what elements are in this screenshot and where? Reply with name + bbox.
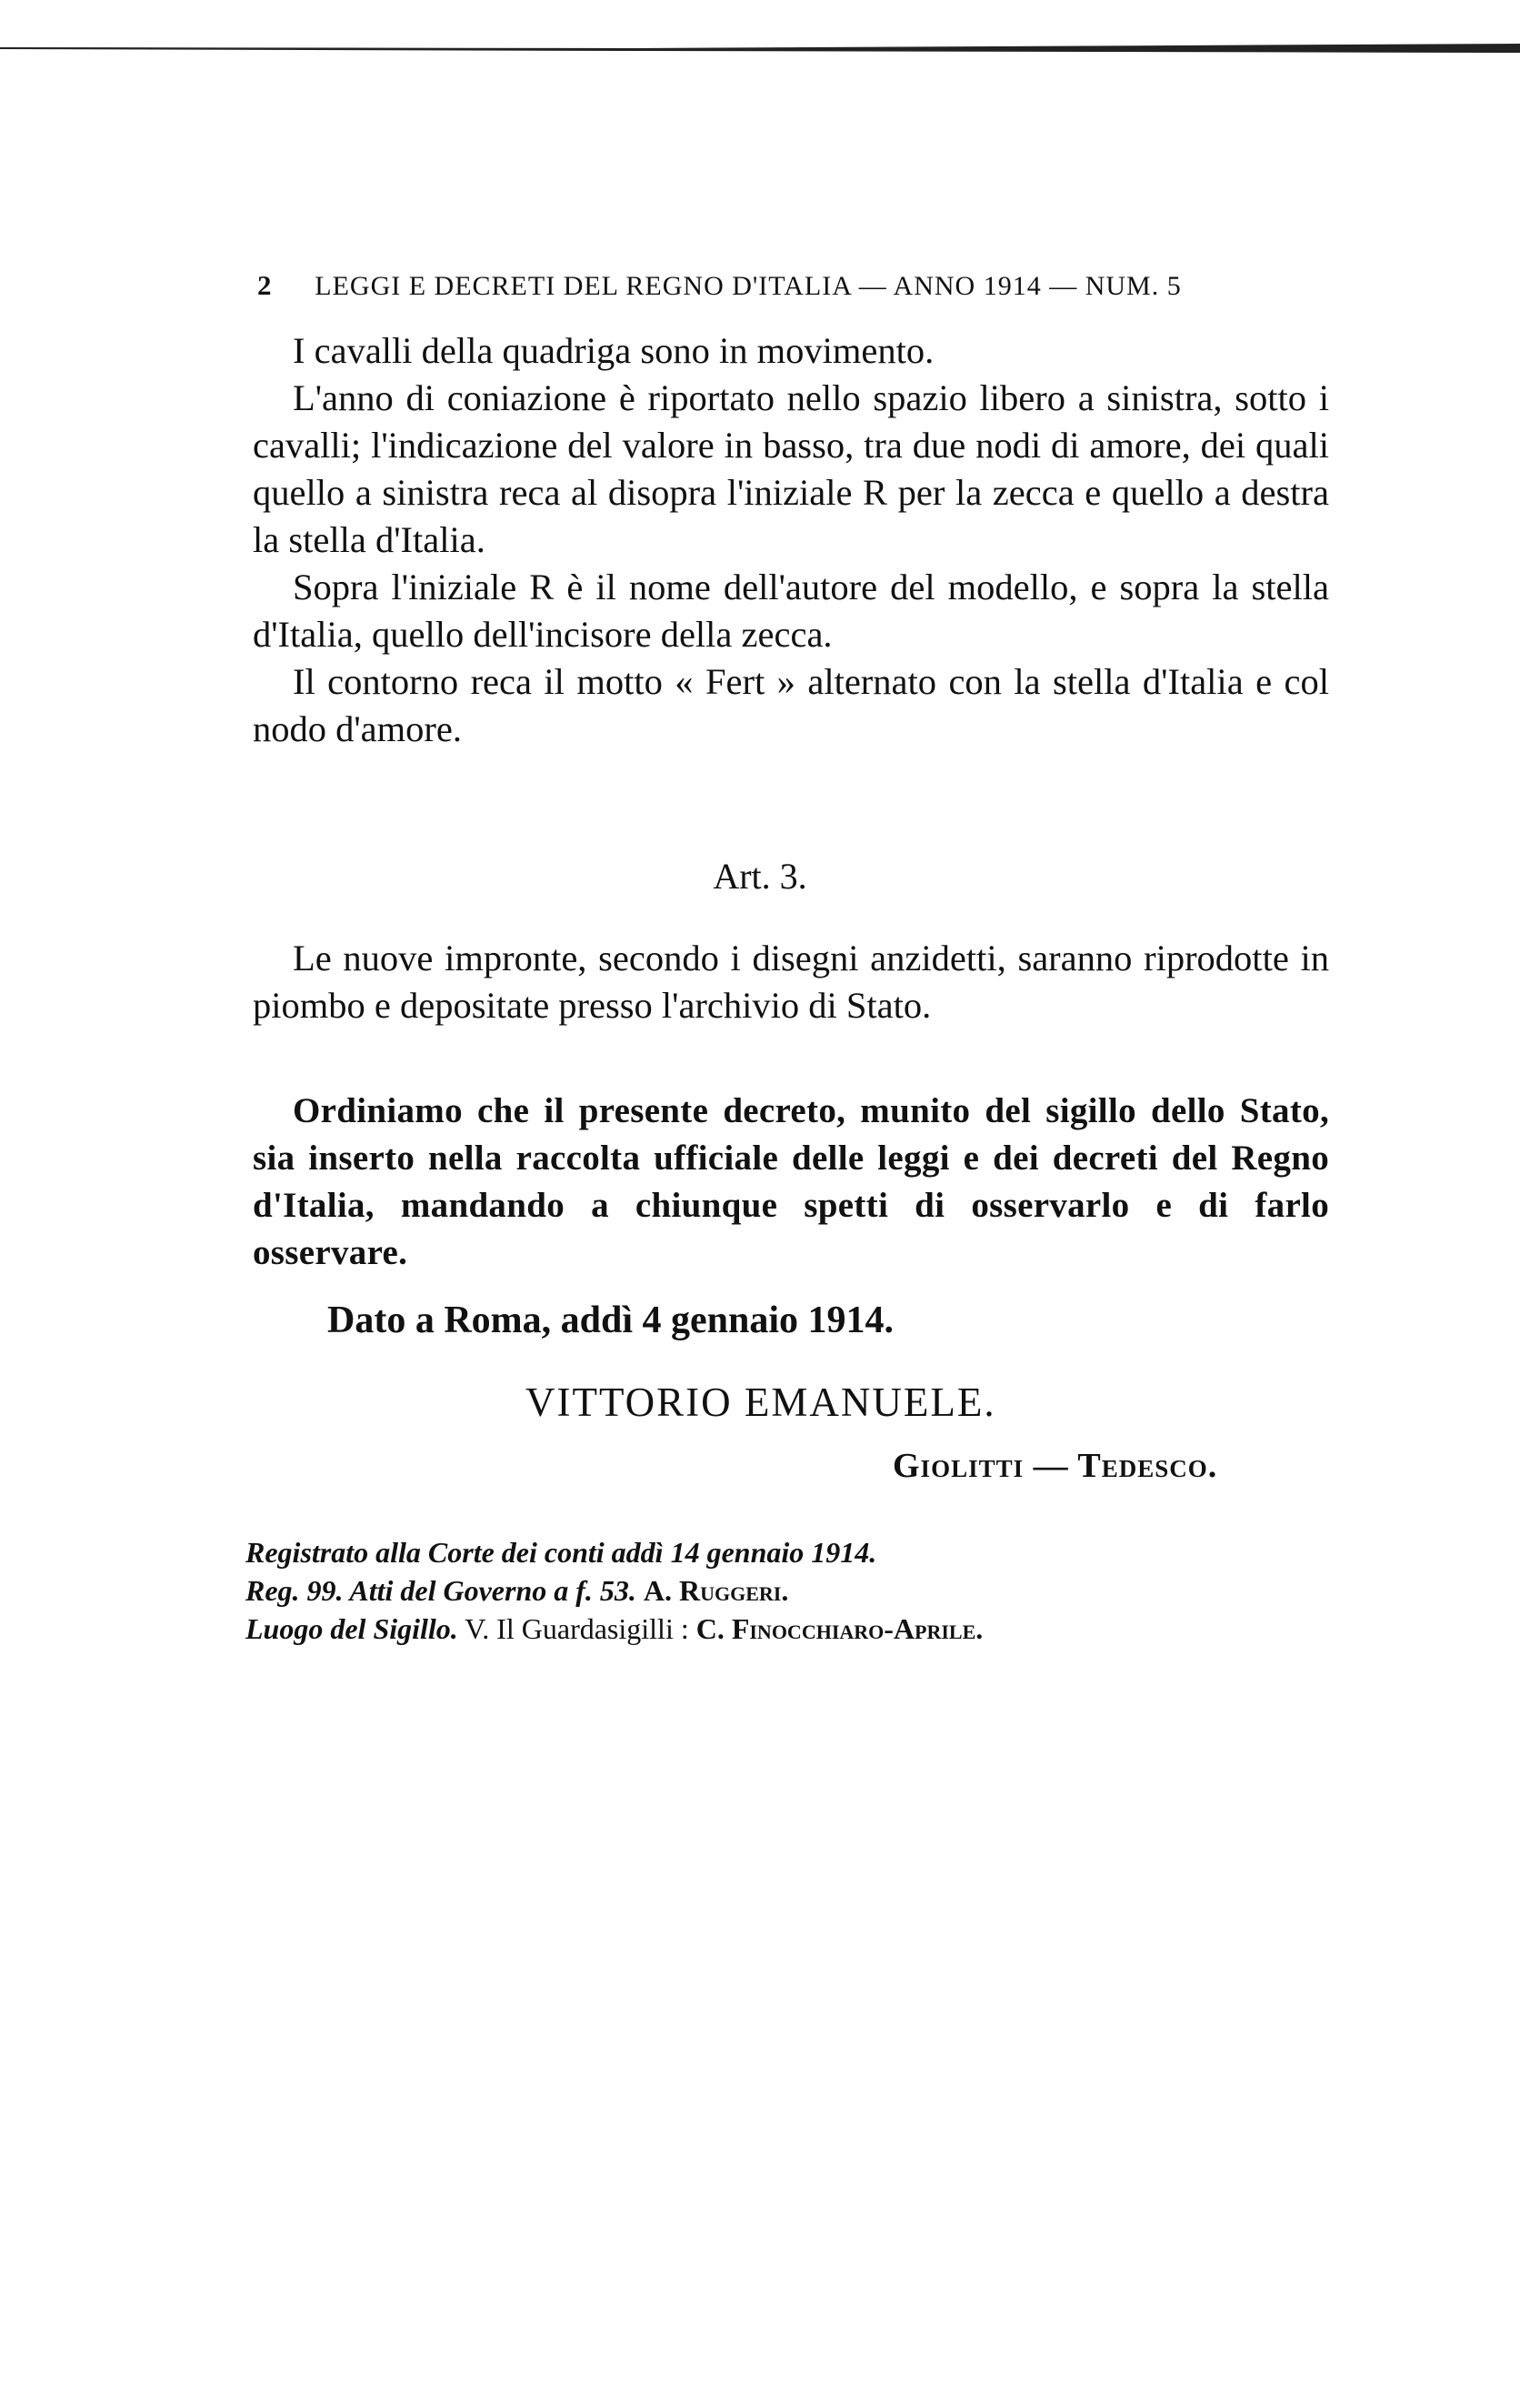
enacting-clause — [253, 1088, 1329, 1277]
article-3-body — [253, 935, 1329, 1029]
article-3-text: Le nuove impronte, secondo i disegni anzidetti, saranno riprodotte in piombo e depositate presso l'archivio di Stato. — [253, 938, 1329, 1026]
registration-line-2 — [245, 1571, 983, 1610]
page-number: 2 — [257, 269, 273, 301]
king-signature: VITTORIO EMANUELE. — [525, 1380, 996, 1425]
ministers-signatures: Giolitti — Tedesco. — [893, 1447, 1218, 1485]
registration-line-3 — [245, 1610, 983, 1648]
running-header — [257, 269, 1257, 302]
paragraph-contorno: Il contorno reca il motto « Fert » alternato con la stella d'Italia e col nodo d'amore. — [253, 661, 1329, 749]
paragraph-anno: L'anno di coniazione è riportato nello spazio libero a sinistra, sotto i cavalli; l'indicazione del valore in basso, tra due nodi di amore, dei quali quello a sinistra reca al disopra l'iniziale R per la zecca e quello a destra la stella d'Italia. — [253, 377, 1329, 560]
paragraph-sopra: Sopra l'iniziale R è il nome dell'autore del modello, e sopra la stella d'Italia, quello dell'incisore della zecca. — [253, 567, 1329, 655]
registrar-name: A. Ruggeri. — [643, 1574, 789, 1607]
seal-place: Luogo del Sigillo. — [245, 1612, 458, 1645]
decree-body — [253, 327, 1329, 753]
registration-reference: Reg. 99. Atti del Governo a f. 53. — [245, 1574, 636, 1607]
guardasigilli-label: V. Il Guardasigilli : — [465, 1612, 689, 1645]
guardasigilli-name: C. Finocchiaro-Aprile. — [695, 1612, 984, 1645]
top-edge-rule — [0, 42, 1520, 55]
registration-line-1: Registrato alla Corte dei conti addì 14 gennaio 1914. — [245, 1536, 877, 1569]
quadriga-line: I cavalli della quadriga sono in movimento. — [293, 330, 935, 371]
ordiniamo-text: Ordiniamo che il presente decreto, munito del sigillo dello Stato, sia inserto nella raccolta ufficiale delle leggi e dei decreti del Regno d'Italia, mandando a chiunque spetti di osservarlo e di farlo osservare. — [253, 1091, 1329, 1272]
registration-notes — [245, 1533, 983, 1648]
article-heading: Art. 3. — [713, 856, 807, 897]
date-line: Dato a Roma, addì 4 gennaio 1914. — [327, 1299, 895, 1341]
running-title: LEGGI E DECRETI DEL REGNO D'ITALIA — ANNO 1914 — NUM. 5 — [315, 271, 1182, 301]
